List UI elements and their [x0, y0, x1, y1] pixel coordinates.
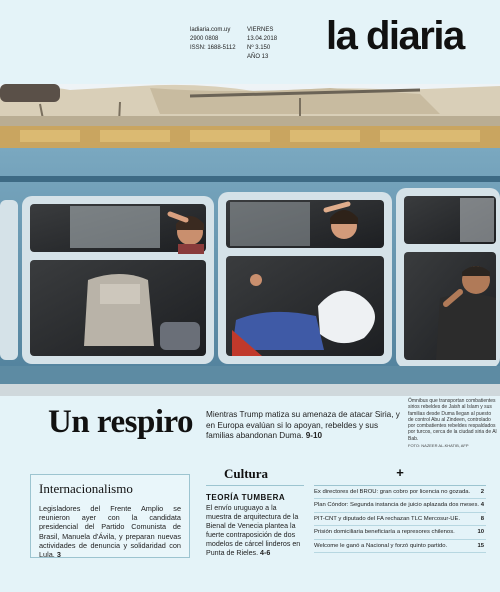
brief-text: Welcome le ganó a Nacional y forzó quinto partido.: [314, 542, 448, 549]
website[interactable]: ladiaria.com.uy: [190, 27, 231, 33]
cultura-body-text: El envío uruguayo a la muestra de arquitectura de la Bienal de Venecia plantea la fuerte contraposición de dos modelos de cárcel linderos en Punta de Rieles.: [206, 504, 301, 557]
internacionalismo-body: [39, 504, 181, 559]
section-title-cultura: Cultura: [206, 466, 304, 486]
brief-text: Ex directores del BROU: gran cobro por licencia no gozada.: [314, 489, 471, 495]
brief-text: Prisión domiciliaria beneficiaría a represores chilenos.: [314, 529, 455, 536]
brief-page: 2: [480, 489, 484, 495]
brief-page: 4: [480, 502, 484, 509]
photo-caption: [408, 398, 498, 449]
cultura-kicker: TEORÍA TUMBERA: [206, 493, 286, 502]
issue-number: Nº 3.150: [247, 45, 271, 51]
masthead: [0, 0, 500, 84]
brief-page: 15: [477, 542, 484, 549]
list-item[interactable]: [314, 499, 486, 512]
lead-headline[interactable]: Un respiro: [48, 404, 194, 440]
brief-text: Plan Cóndor: Segunda instancia de juicio aplazada dos meses.: [314, 502, 480, 509]
lead-deck-pages: 9-10: [305, 431, 323, 440]
brief-page: 8: [480, 515, 484, 522]
phone: 2900 0808: [190, 36, 219, 42]
section-title-internacionalismo: Internacionalismo: [39, 481, 133, 496]
lead-photo: [0, 84, 500, 396]
brief-page: 10: [477, 529, 484, 536]
cultura-column[interactable]: [206, 466, 304, 558]
issn: ISSN: 1688-5112: [190, 45, 236, 51]
internacionalismo-page: 3: [56, 550, 61, 560]
cultura-pages: 4-6: [260, 549, 271, 557]
list-item[interactable]: [314, 526, 486, 539]
internacionalismo-box[interactable]: [30, 474, 190, 558]
briefs-list: [314, 466, 486, 553]
masthead-contact-info: [190, 26, 236, 53]
photo-credit: FOTO: NAZEER AL-KHATIB, AFP: [408, 443, 469, 449]
bus-photo-illustration: [0, 84, 500, 396]
list-item[interactable]: [314, 513, 486, 526]
masthead-issue-info: [247, 26, 277, 62]
list-item[interactable]: [314, 540, 486, 553]
newspaper-logo: la diaria: [326, 14, 464, 58]
plus-icon: +: [314, 466, 486, 486]
internacionalismo-body-text: Legisladores del Frente Amplio se reunieron ayer con la candidata presidencial del Partido Comunista de Brasil, Manuela d'Ávila, y preparan nuevas actividades de denuncia y solidaridad con Lula.: [39, 504, 181, 560]
list-item[interactable]: [314, 486, 486, 499]
lead-deck: [206, 410, 402, 442]
brief-text: PIT-CNT y diputado del FA rechazan TLC Mercosur-UE.: [314, 515, 461, 522]
weekday: VIERNES: [247, 27, 274, 33]
photo-caption-text: Ómnibus que transportan combatientes sirios rebeldes de Jaish al Islam y sus familias desde Duma llegan al puesto de control Abu al Zindeen, controlado por combatientes rebeldes respaldados por turcos, cerca de la ciudad siria de Al Bab.: [408, 398, 497, 442]
lead-deck-text: Mientras Trump matiza su amenaza de atacar Siria, y en Europa evalúan si lo apoyan, rebeldes y sus familias abandonan Duma.: [206, 410, 400, 440]
issue-date: 13.04.2018: [247, 36, 278, 42]
cultura-body: [206, 504, 304, 558]
issue-year: AÑO 13: [247, 54, 269, 60]
